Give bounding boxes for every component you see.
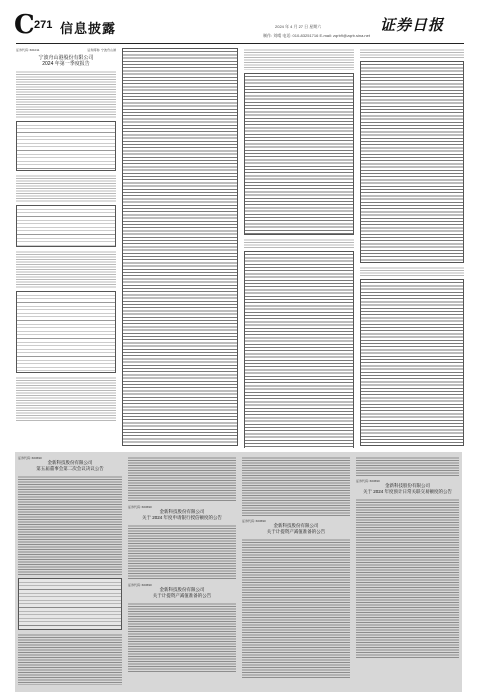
notice-title: 关于 2024 年度预计日常关联交易额度的公告 xyxy=(362,489,452,494)
report-column xyxy=(16,48,116,448)
notice-body-text xyxy=(356,498,459,658)
cash-flow-table xyxy=(360,61,464,263)
notice-body-text xyxy=(128,602,236,672)
notice-stock-code: 证券代码: 603690 xyxy=(18,456,42,460)
stock-code: 证券代码: 601011 xyxy=(16,48,40,52)
page-number: 271 xyxy=(34,19,53,31)
notice-body-text xyxy=(242,538,350,678)
masthead xyxy=(0,0,484,40)
notice-company-name: 金新科技股份有限公司 xyxy=(159,587,205,592)
announcement-column xyxy=(18,456,122,688)
notice-stock-code: 证券代码: 603690 xyxy=(128,505,152,509)
masthead-rule xyxy=(16,43,464,44)
financial-table xyxy=(16,121,116,171)
stock-short-name: 证券简称: 宁波舟山港 xyxy=(87,48,116,52)
masthead-letter: C xyxy=(14,10,34,40)
notice-title: 第五届董事会第二次会议决议公告 xyxy=(36,466,104,471)
report-body-text xyxy=(16,250,116,288)
shareholder-table xyxy=(16,291,116,373)
notice-body-text xyxy=(128,524,236,580)
announcement-panel xyxy=(15,452,462,692)
notice-company-name: 金新科技股份有限公司 xyxy=(47,460,93,465)
balance-sheet-column xyxy=(122,48,238,448)
notice-body-text xyxy=(128,456,236,502)
cash-flow-table xyxy=(360,279,464,446)
report-body-text xyxy=(16,376,116,422)
cash-flow-column xyxy=(360,48,464,448)
notice-body-text xyxy=(18,475,122,575)
notice-company-name: 金新科技股份有限公司 xyxy=(159,509,205,514)
notice-body-text xyxy=(18,633,122,685)
statement-heading-text xyxy=(360,48,464,58)
section-title: 信息披露 xyxy=(60,22,117,37)
notice-company-name: 金新科技股份有限公司 xyxy=(385,483,430,488)
balance-sheet-table xyxy=(122,48,238,446)
income-statement-table xyxy=(244,73,354,235)
notice-title: 关于计提资产减值准备的公告 xyxy=(152,593,212,598)
contact-line: 制作: 刘晴 电话: 010-83251716 E-mail: zqrb9@zqrb.sina.net xyxy=(263,33,370,38)
notice-title: 关于 2024 年度申请银行授信额度的公告 xyxy=(141,515,222,520)
announcement-column xyxy=(128,456,236,688)
statement-heading-text xyxy=(244,48,354,70)
notice-stock-code: 证券代码: 603690 xyxy=(356,479,380,483)
report-body-text xyxy=(16,174,116,202)
notice-title: 关于计提资产减值准备的公告 xyxy=(266,529,326,534)
announcement-column xyxy=(242,456,350,688)
date-line: 2024 年 4 月 27 日 星期六 xyxy=(275,24,322,29)
newspaper-logo: 证券日报 xyxy=(380,16,445,34)
income-statement-table xyxy=(244,251,354,448)
report-title: 2024 年第一季度报告 xyxy=(42,61,90,67)
statement-heading-text xyxy=(244,238,354,248)
notice-body-text xyxy=(242,456,350,516)
announcement-column xyxy=(356,456,459,688)
notice-stock-code: 证券代码: 603690 xyxy=(128,583,152,587)
report-body-text xyxy=(16,70,116,118)
notice-company-name: 金新科技股份有限公司 xyxy=(273,523,319,528)
notice-body-text xyxy=(356,456,459,476)
income-statement-column xyxy=(244,48,354,448)
statement-heading-text xyxy=(360,266,464,276)
notice-stock-code: 证券代码: 603690 xyxy=(242,519,266,523)
notice-table xyxy=(18,578,122,630)
financial-table xyxy=(16,205,116,247)
company-name: 宁波舟山港股份有限公司 xyxy=(38,55,94,61)
